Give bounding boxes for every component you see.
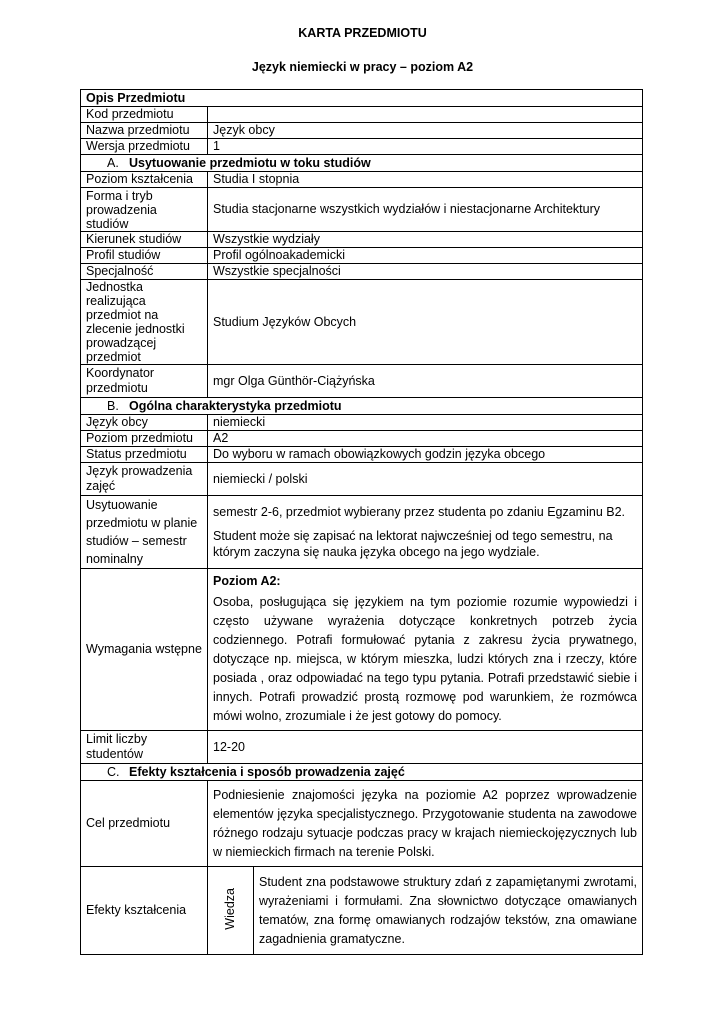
category-cell — [208, 867, 254, 955]
section-heading-b — [81, 398, 643, 415]
row-value: 1 — [208, 139, 643, 155]
row-label: Kod przedmiotu — [81, 107, 208, 123]
row-label: Jednostka realizująca przedmiot na zlecenie jednostki prowadzącej przedmiot — [81, 280, 208, 365]
row-label: Wersja przedmiotu — [81, 139, 208, 155]
section-letter: B. — [107, 398, 119, 413]
row-label: Język obcy — [81, 415, 208, 431]
row-value — [254, 867, 643, 955]
row-value: Język obcy — [208, 123, 643, 139]
row-label: Cel przedmiotu — [81, 781, 208, 867]
row-label: Efekty kształcenia — [81, 867, 208, 955]
semester-text: semestr 2-6, przedmiot wybierany przez studenta po zdaniu Egzaminu B2. — [213, 504, 626, 519]
row-value: 12-20 — [208, 731, 643, 764]
course-goal-text: Podniesienie znajomości języka na poziomie A2 poprzez wprowadzenie elementów języka specjalistycznego. Przygotowanie studenta na zawodowe różnego rodzaju sytuacje podczas pracy w krajach niemieckojęzycznych lub w niemieckich firmach na terenie Polski. — [213, 787, 637, 859]
table-row — [81, 139, 643, 155]
row-label: Usytuowanie przedmiotu w planie studiów – semestr nominalny — [81, 496, 208, 569]
table-row — [81, 232, 643, 248]
table-row — [81, 365, 643, 398]
row-label: Status przedmiotu — [81, 447, 208, 463]
table-row — [81, 123, 643, 139]
table-row — [81, 781, 643, 867]
table-row — [81, 463, 643, 496]
row-value: mgr Olga Günthör-Ciążyńska — [208, 365, 643, 398]
section-letter: C. — [107, 764, 120, 779]
table-row — [81, 248, 643, 264]
document-subtitle: Język niemiecki w pracy – poziom A2 — [251, 60, 474, 74]
table-row — [81, 496, 643, 569]
table-row — [81, 280, 643, 365]
table-row — [81, 431, 643, 447]
row-value — [208, 781, 643, 867]
table-row — [81, 867, 643, 955]
table-row — [81, 264, 643, 280]
level-heading: Poziom A2: — [213, 573, 281, 588]
section-title: Efekty kształcenia i sposób prowadzenia zajęć — [129, 764, 405, 779]
row-value: niemiecki — [208, 415, 643, 431]
row-label: Poziom kształcenia — [81, 172, 208, 188]
document-title: KARTA PRZEDMIOTU — [298, 26, 427, 40]
course-card-table — [80, 89, 643, 955]
row-value: niemiecki / polski — [208, 463, 643, 496]
category-label: Wiedza — [223, 887, 237, 930]
table-row — [81, 731, 643, 764]
learning-outcomes-text: Student zna podstawowe struktury zdań z zapamiętanymi zwrotami, wyrażeniami i formułami. Zna słownictwo dotyczące omawianych tematów, zna formę omawianych rodzajów tekstów, zna omawiane zagadnienia gramatyczne. — [259, 874, 637, 946]
section-heading-a — [81, 155, 643, 172]
table-row — [81, 447, 643, 463]
requirements-text: Osoba, posługująca się językiem na tym poziomie rozumie wypowiedzi i często używane wyrażenia dotyczące konkretnych potrzeb życia codziennego. Potrafi formułować pytania z zakresu życia prywatnego, dotyczące np. miejsca, w którym mieszka, ludzi których zna i rzeczy, które posiada , oraz odpowiadać na tego typu pytania. Potrafi przedstawić siebie i innych. Potrafi prowadzić prostą rozmowę pod warunkiem, że rozmówca mówi wolno, zrozumiale i że jest gotowy do pomocy. — [213, 594, 637, 723]
row-value: Wszystkie wydziały — [208, 232, 643, 248]
row-value — [208, 107, 643, 123]
row-label: Specjalność — [81, 264, 208, 280]
row-label: Język prowadzenia zajęć — [81, 463, 208, 496]
section-heading-c — [81, 764, 643, 781]
row-label: Poziom przedmiotu — [81, 431, 208, 447]
table-row — [81, 188, 643, 232]
table-row — [81, 172, 643, 188]
row-label: Kierunek studiów — [81, 232, 208, 248]
row-value: Profil ogólnoakademicki — [208, 248, 643, 264]
row-value: Wszystkie specjalności — [208, 264, 643, 280]
row-value: Do wyboru w ramach obowiązkowych godzin języka obcego — [208, 447, 643, 463]
row-label: Nazwa przedmiotu — [81, 123, 208, 139]
table-row — [81, 569, 643, 731]
row-label: Profil studiów — [81, 248, 208, 264]
row-value: Studia I stopnia — [208, 172, 643, 188]
enrolment-text: Student może się zapisać na lektorat najwcześniej od tego semestru, na którym zaczyna się nauka języka obcego na jego wydziale. — [213, 528, 613, 559]
section-letter: A. — [107, 155, 119, 170]
row-label: Koordynator przedmiotu — [81, 365, 208, 398]
row-value: A2 — [208, 431, 643, 447]
section-title: Ogólna charakterystyka przedmiotu — [129, 398, 342, 413]
table-row — [81, 415, 643, 431]
section-title: Usytuowanie przedmiotu w toku studiów — [129, 155, 371, 170]
row-value — [208, 569, 643, 731]
section-heading-opis: Opis Przedmiotu — [81, 90, 643, 107]
row-label: Limit liczby studentów — [81, 731, 208, 764]
row-value: Studia stacjonarne wszystkich wydziałów i niestacjonarne Architektury — [208, 188, 643, 232]
table-row — [81, 107, 643, 123]
row-label: Forma i tryb prowadzenia studiów — [81, 188, 208, 232]
row-value — [208, 496, 643, 569]
row-label: Wymagania wstępne — [81, 569, 208, 731]
row-value: Studium Języków Obcych — [208, 280, 643, 365]
